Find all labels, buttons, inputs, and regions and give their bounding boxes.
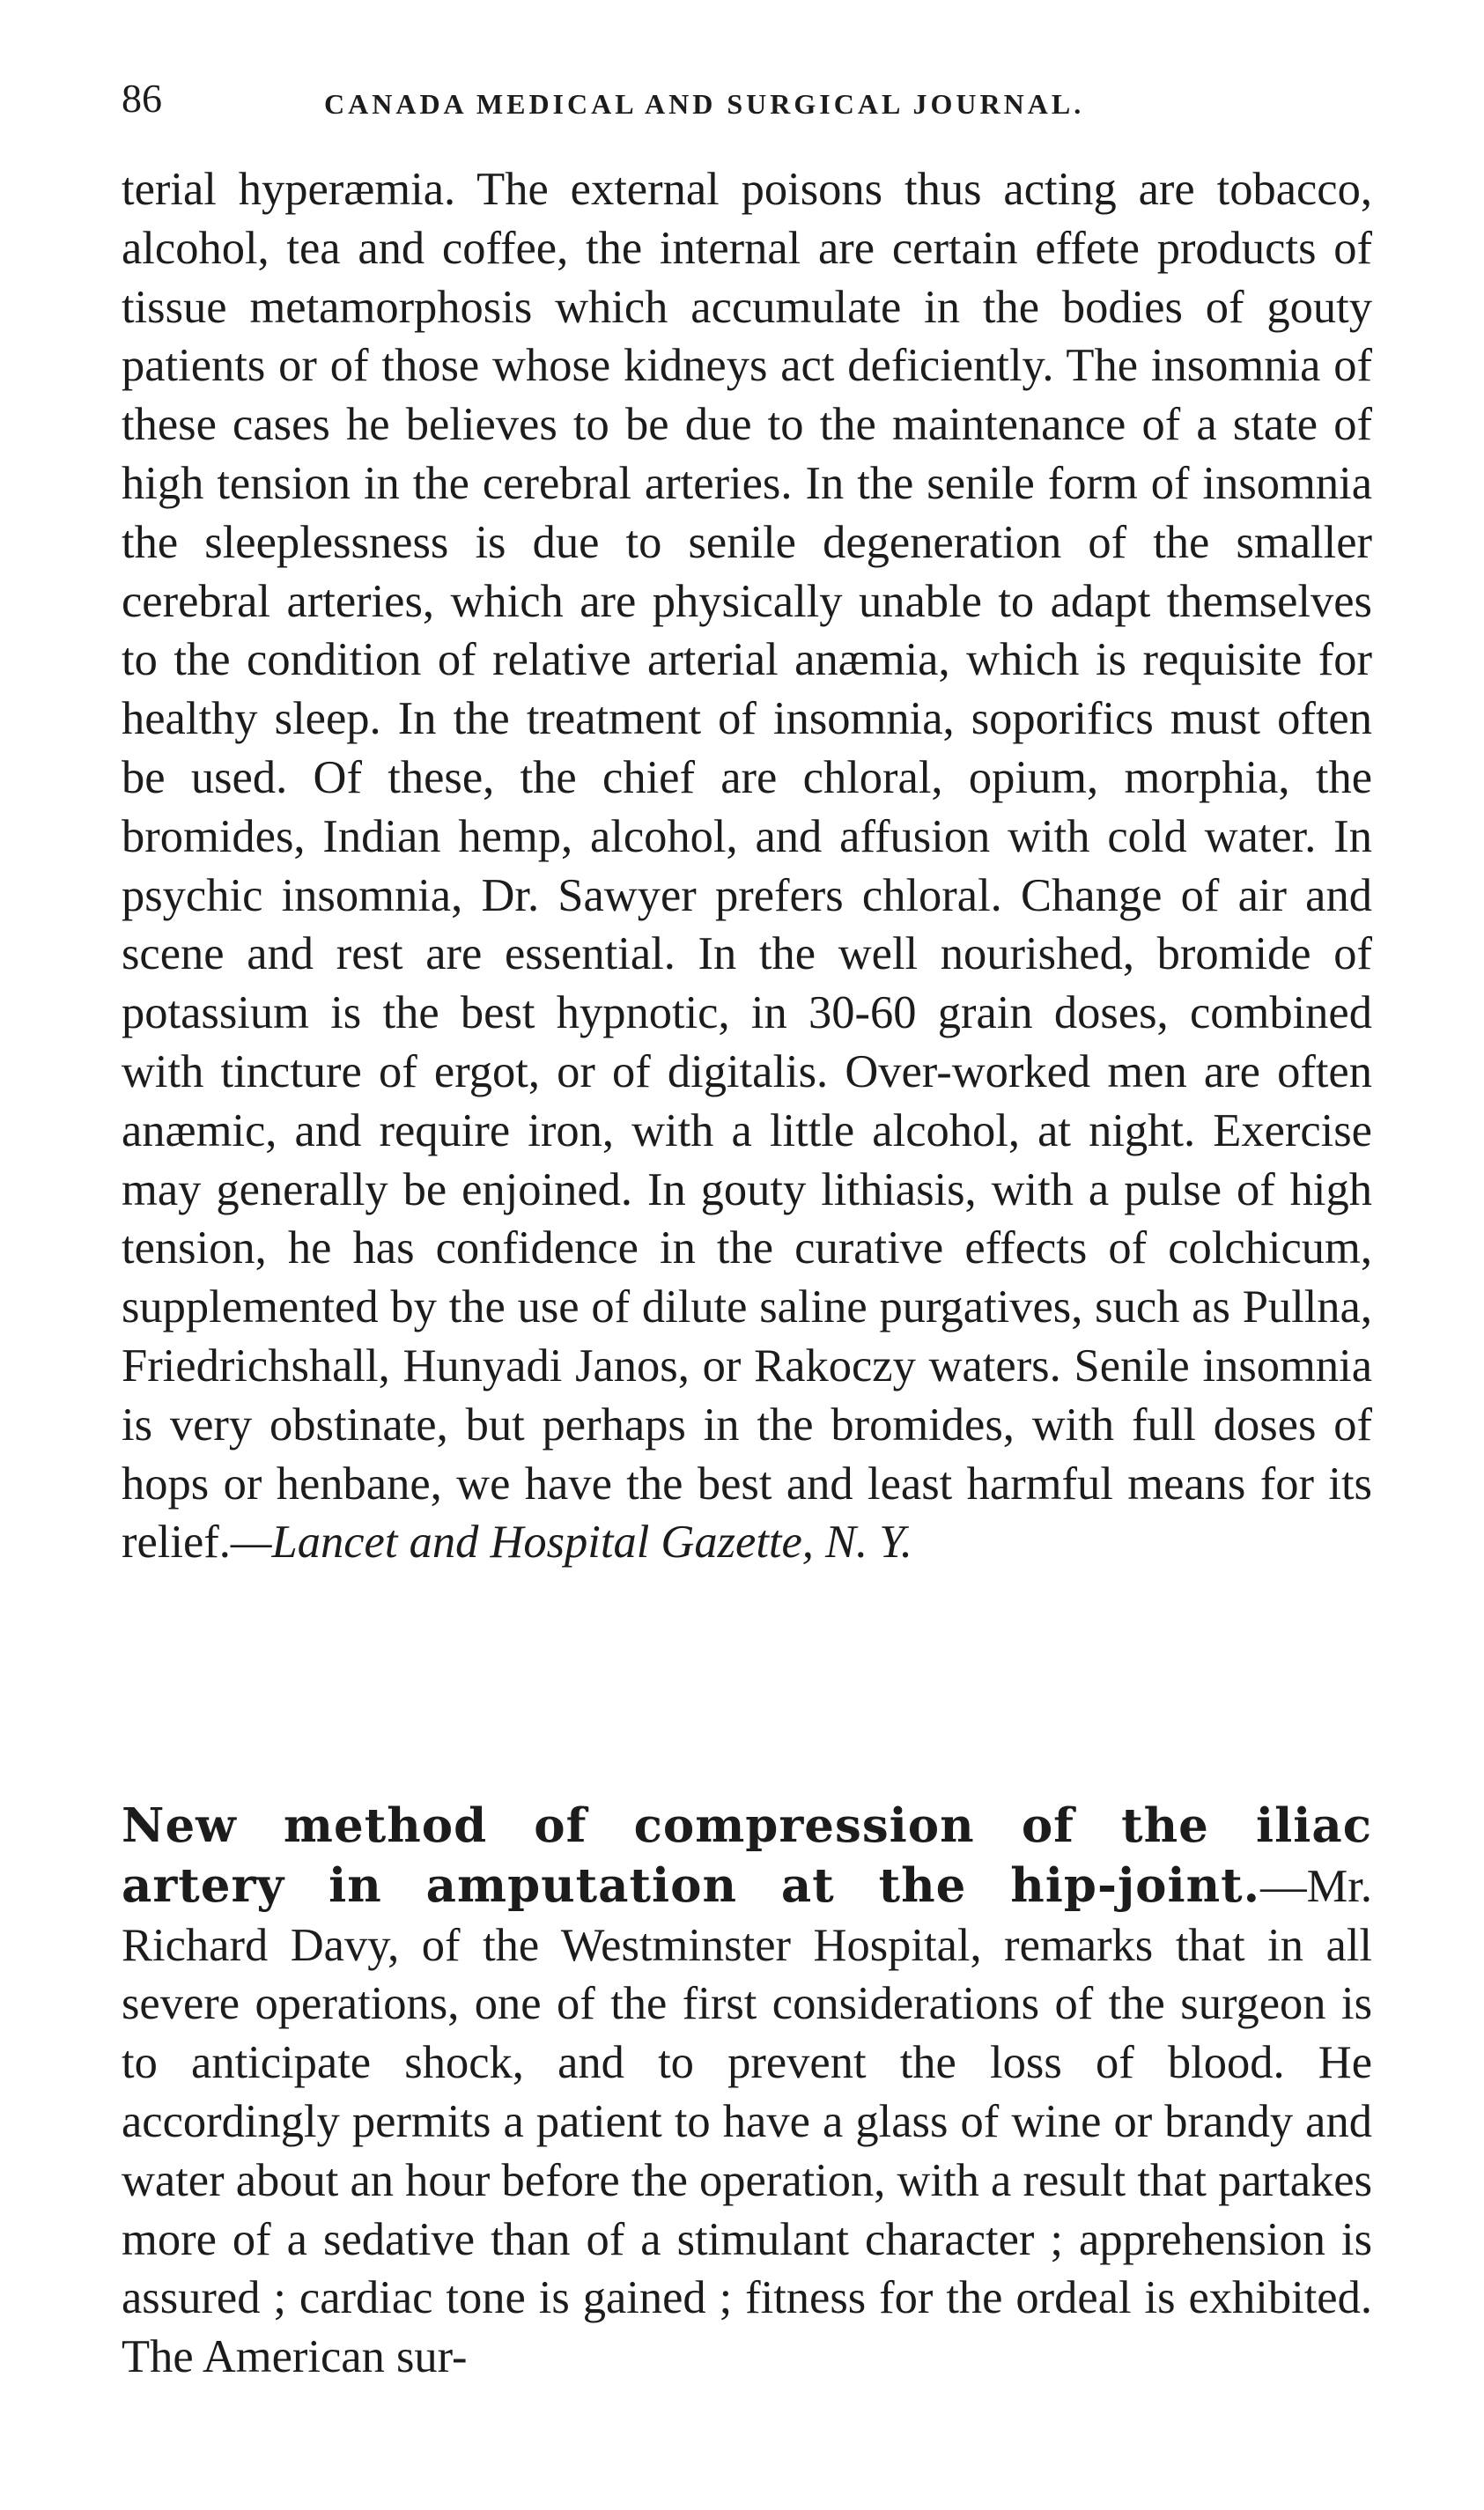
article-iliac-paragraph (122, 1797, 1372, 2387)
journal-title: CANADA MEDICAL AND SURGICAL JOURNAL. (324, 88, 1085, 120)
article-insomnia-citation: —Lancet and Hospital Gazette, N. Y. (230, 1517, 912, 1569)
article-iliac-text: —Mr. Richard Davy, of the Westminster Hospital, remarks that in all severe operations, one of the first considerations of the surgeon is to anticipate shock, and to prevent the loss of blood. He accordingly permits a patient to have a glass of wine or brandy and water about an hour before the operation, with a result that partakes more of a sedative than of a stimulant character ; apprehension is assured ; cardiac tone is gained ; fitness for the ordeal is exhibited. The American sur- (122, 1860, 1372, 2383)
page-number: 86 (122, 76, 162, 121)
article-insomnia-text: terial hyperæmia. The external poisons thus acting are tobacco, alcohol, tea and coffee, the internal are certain effete products of tissue metamorphosis which accumulate in the bodies of gouty patients or of those whose kidneys act deficiently. The insomnia of these cases he believes to be due to the maintenance of a state of high tension in the cerebral arteries. In the senile form of insomnia the sleeplessness is due to senile degeneration of the smaller cerebral arteries, which are physically unable to adapt themselves to the condition of relative arterial anæmia, which is requisite for healthy sleep. In the treatment of insomnia, soporifics must often be used. Of these, the chief are chloral, opium, morphia, the bromides, Indian hemp, alcohol, and affusion with cold water. In psychic insomnia, Dr. Sawyer prefers chloral. Change of air and scene and rest are essential. In the well nourished, bromide of potassium is the best hypnotic, in 30-60 grain doses, combined with tincture of ergot, or of digitalis. Over-worked men are often anæmic, and require iron, with a little alcohol, at night. Exercise may generally be enjoined. In gouty lithiasis, with a pulse of high tension, he has confidence in the curative effects of colchicum, supplemented by the use of dilute saline purgatives, such as Pullna, Friedrichshall, Hunyadi Janos, or Rakoczy waters. Senile insomnia is very obstinate, but perhaps in the bromides, with full doses of hops or henbane, we have the best and least harmful means for its relief. (122, 164, 1372, 1569)
article-iliac-heading: New method of compression of the iliac artery in amputation at the hip-joint. (122, 1798, 1372, 1913)
running-head (122, 72, 1390, 143)
article-insomnia-paragraph (122, 160, 1372, 1572)
